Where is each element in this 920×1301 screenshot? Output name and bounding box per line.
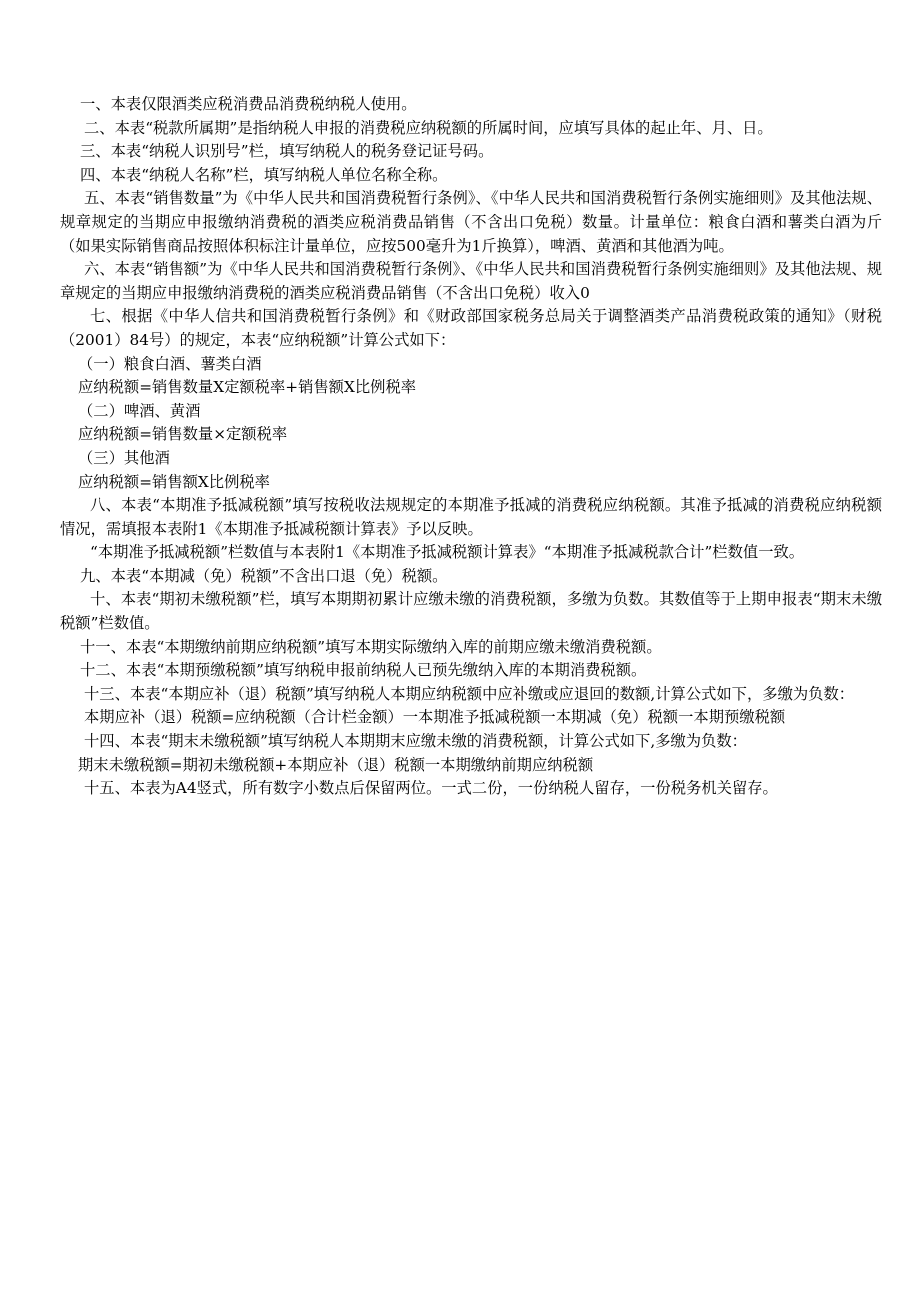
item-14: 十四、本表“期末未缴税额”填写纳税人本期期末应缴未缴的消费税额，计算公式如下,多缴为负数： [84,732,747,751]
formula-2: 应纳税额=销售数量×定额税率 [78,425,288,444]
item-11: 十一、本表“本期缴纳前期应纳税额”填写本期实际缴纳入库的前期应缴未缴消费税额。 [80,637,662,656]
formula-14: 期末未缴税额=期初未缴税额+本期应补（退）税额一本期缴纳前期应纳税额 [78,755,594,774]
item-4: 四、本表“纳税人名称”栏，填写纳税人单位名称全称。 [80,165,448,184]
item-13: 十三、本表“本期应补（退）税额”填写纳税人本期应纳税额中应补缴或应退回的数额,计算公式如下，多缴为负数： [84,684,855,703]
item-3: 三、本表“纳税人识别号”栏，填写纳税人的税务登记证号码。 [80,142,494,161]
formula-1: 应纳税额=销售数量X定额税率+销售额X比例税率 [78,378,417,397]
item-5: 五、本表“销售数量”为《中华人民共和国消费税暂行条例》、《中华人民共和国消费税暂行条例实施细则》及其他法规、规章规定的当期应申报缴纳消费税的酒类应税消费品销售（不含出口免税）数量。计量单位：粮食白酒和薯类白酒为斤（如果实际销售商品按照体积标注计量单位，应按500毫升为1斤换算），啤酒、黄酒和其他酒为吨。 [60,189,882,255]
item-12: 十二、本表“本期预缴税额”填写纳税申报前纳税人已预先缴纳入库的本期消费税额。 [80,661,647,680]
formula-3: 应纳税额=销售额X比例税率 [78,472,270,491]
item-8: 八、本表“本期准予抵减税额”填写按税收法规规定的本期准予抵减的消费税应纳税额。其准予抵减的消费税应纳税额情况，需填报本表附1《本期准予抵减税额计算表》予以反映。 [60,496,882,538]
formula-heading-2: （二）啤酒、黄酒 [78,401,201,420]
item-1: 一、本表仅限酒类应税消费品消费税纳税人使用。 [80,95,417,113]
formula-heading-1: （一）粮食白酒、薯类白酒 [78,354,262,373]
formula-13: 本期应补（退）税额=应纳税额（合计栏金额）一本期准予抵减税额一本期减（免）税额一本期预缴税额 [84,708,786,727]
instructions-document [60,93,882,801]
item-7: 七、根据《中华人信共和国消费税暂行条例》和《财政部国家税务总局关于调整酒类产品消费税政策的通知》（财税（2001）84号）的规定，本表“应纳税额”计算公式如下： [60,307,882,349]
item-2: 二、本表“税款所属期”是指纳税人申报的消费税应纳税额的所属时间，应填写具体的起止年、月、日。 [84,118,773,137]
item-6: 六、本表“销售额”为《中华人民共和国消费税暂行条例》、《中华人民共和国消费税暂行条例实施细则》及其他法规、规章规定的当期应申报缴纳消费税的酒类应税消费品销售（不含出口免税）收入0 [60,260,882,302]
item-10: 十、本表“期初未缴税额”栏，填写本期期初累计应缴未缴的消费税额，多缴为负数。其数值等于上期申报表“期末未缴税额”栏数值。 [60,590,882,633]
item-9: 九、本表“本期减（免）税额”不含出口退（免）税额。 [80,566,448,585]
formula-heading-3: （三）其他酒 [78,448,170,467]
item-8-note: “本期准予抵减税额”栏数值与本表附1《本期准予抵减税额计算表》“本期准予抵减税款合计”栏数值一致。 [90,543,805,562]
item-15: 十五、本表为A4竖式，所有数字小数点后保留两位。一式二份，一份纳税人留存，一份税务机关留存。 [84,779,778,798]
